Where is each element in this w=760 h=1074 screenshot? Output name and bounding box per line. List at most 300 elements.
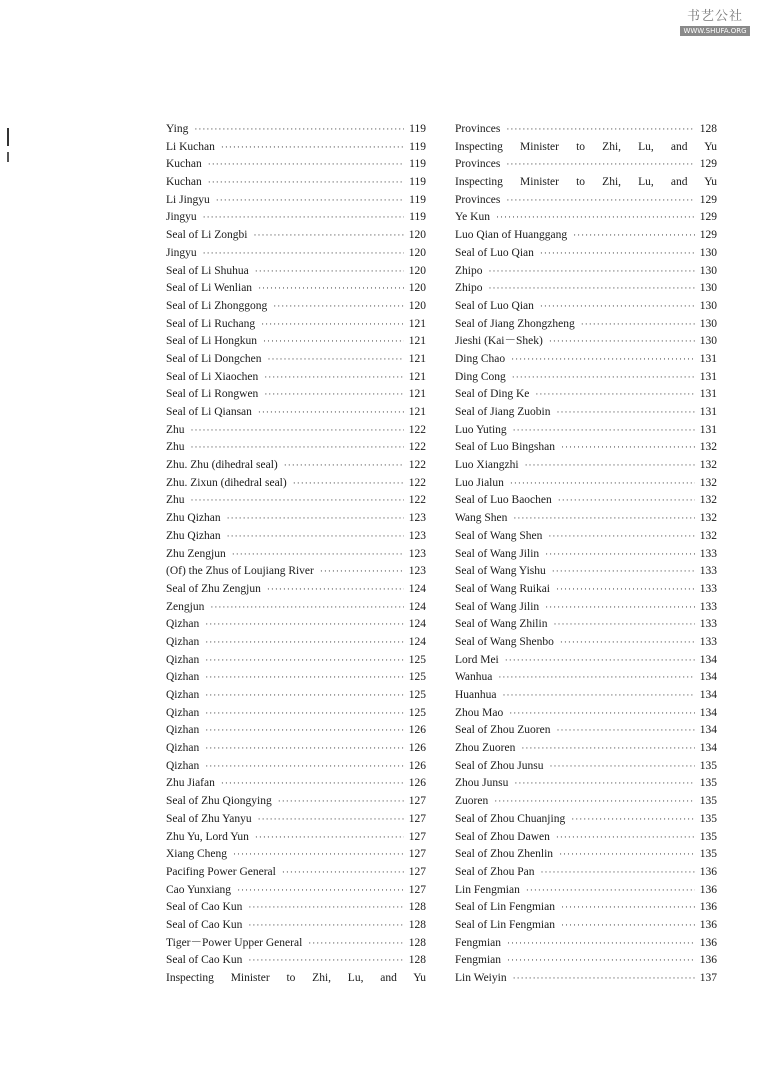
dot-leader: [507, 952, 695, 970]
entry-page-number: 123: [408, 547, 426, 560]
entry-name: Jingyu: [166, 246, 197, 259]
entry-page-number: 127: [408, 830, 426, 843]
index-entry: [455, 422, 717, 440]
dot-leader: [203, 209, 405, 227]
entry-page-number: 136: [699, 901, 717, 914]
index-entry: [455, 351, 717, 369]
entry-name: Inspecting Minister to Zhi, Lu, and Yu: [455, 176, 717, 189]
entry-name: Provinces: [455, 193, 501, 206]
dot-leader: [509, 705, 695, 723]
dot-leader: [510, 475, 695, 493]
entry-page-number: 122: [408, 494, 426, 507]
entry-page-number: 131: [699, 423, 717, 436]
index-entry: [166, 740, 426, 758]
dot-leader: [514, 775, 694, 793]
entry-page-number: 127: [408, 865, 426, 878]
index-entry: [166, 298, 426, 316]
entry-name: Seal of Luo Qian: [455, 246, 534, 259]
dot-leader: [494, 793, 695, 811]
entry-page-number: 136: [699, 936, 717, 949]
watermark-url: WWW.SHUFA.ORG: [680, 26, 750, 36]
entry-name: Seal of Cao Kun: [166, 954, 243, 967]
index-entry: [455, 935, 717, 953]
entry-page-number: 136: [699, 918, 717, 931]
entry-page-number: 127: [408, 848, 426, 861]
entry-name: Seal of Cao Kun: [166, 901, 243, 914]
entry-name: Li Jingyu: [166, 193, 210, 206]
watermark-logo: [680, 8, 750, 42]
dot-leader: [571, 811, 695, 829]
index-entry: [166, 599, 426, 617]
index-column-right: [455, 121, 717, 988]
index-entry: [166, 952, 426, 970]
entry-name: Seal of Zhou Chuanjing: [455, 812, 566, 825]
index-entry: [455, 139, 717, 157]
entry-page-number: 132: [699, 494, 717, 507]
index-entry: [455, 758, 717, 776]
entry-page-number: 130: [699, 335, 717, 348]
dot-leader: [545, 546, 695, 564]
entry-name: Seal of Jiang Zuobin: [455, 406, 551, 418]
entry-page-number: 120: [408, 282, 426, 295]
entry-name: Seal of Li Wenlian: [166, 282, 253, 295]
index-entry: [455, 528, 717, 546]
entry-name: Zhu Yu, Lord Yun: [166, 830, 249, 843]
entry-name: Inspecting Minister to Zhi, Lu, and Yu: [166, 972, 426, 984]
entry-name: Seal of Li Dongchen: [166, 352, 262, 365]
entry-page-number: 134: [699, 724, 717, 737]
entry-page-number: 121: [408, 352, 426, 365]
dot-leader: [232, 546, 404, 564]
entry-name: Seal of Zhou Pan: [455, 865, 535, 878]
entry-name: Kuchan: [166, 158, 202, 171]
dot-leader: [552, 563, 695, 581]
entry-name: Qizhan: [166, 724, 200, 737]
entry-page-number: 137: [699, 972, 717, 984]
index-entry: [166, 917, 426, 935]
dot-leader: [549, 333, 695, 351]
entry-name: Seal of Cao Kun: [166, 918, 243, 931]
dot-leader: [253, 227, 403, 245]
entry-name: Zhu. Zhu (dihedral seal): [166, 459, 278, 472]
entry-page-number: 130: [699, 246, 717, 259]
dot-leader: [507, 935, 695, 953]
entry-name: Fengmian: [455, 954, 501, 967]
index-entry: [166, 687, 426, 705]
index-entry: [455, 793, 717, 811]
index-entry: [166, 846, 426, 864]
dot-leader: [540, 245, 695, 263]
entry-name: Seal of Wang Yishu: [455, 565, 546, 578]
dot-leader: [581, 316, 695, 334]
entry-name: Seal of Li Zongbi: [166, 229, 248, 242]
dot-leader: [525, 457, 695, 475]
entry-name: Zengjun: [166, 600, 205, 613]
entry-page-number: 122: [408, 476, 426, 489]
index-entry: [455, 952, 717, 970]
dot-leader: [191, 492, 404, 510]
dot-leader: [264, 369, 403, 387]
index-entry: [455, 156, 717, 174]
entry-name: Seal of Wang Ruikai: [455, 582, 550, 595]
entry-page-number: 132: [699, 459, 717, 472]
index-entry: [455, 439, 717, 457]
dot-leader: [264, 386, 403, 404]
index-entry: [455, 829, 717, 847]
index-entry: [166, 528, 426, 546]
index-entry: [455, 634, 717, 652]
entry-page-number: 130: [699, 264, 717, 277]
index-entry: [455, 121, 717, 139]
dot-leader: [505, 652, 695, 670]
entry-page-number: 120: [408, 264, 426, 277]
entry-page-number: 121: [408, 335, 426, 348]
entry-name: Fengmian: [455, 936, 501, 949]
index-entry: [166, 174, 426, 192]
entry-page-number: 123: [408, 512, 426, 525]
dot-leader: [320, 563, 404, 581]
entry-page-number: 126: [408, 742, 426, 755]
index-entry: [166, 457, 426, 475]
entry-page-number: 125: [408, 689, 426, 701]
dot-leader: [216, 192, 404, 210]
index-entry: [455, 722, 717, 740]
index-entry: [166, 669, 426, 687]
index-entry: [455, 369, 717, 387]
entry-page-number: 132: [699, 529, 717, 542]
index-entry: [166, 263, 426, 281]
dot-leader: [258, 280, 404, 298]
dot-leader: [205, 687, 404, 705]
entry-name: Seal of Li Ruchang: [166, 317, 256, 330]
dot-leader: [194, 121, 404, 139]
entry-page-number: 128: [408, 954, 426, 967]
index-entry: [455, 457, 717, 475]
page-edge-mark: [7, 128, 9, 146]
index-entry: [455, 846, 717, 864]
dot-leader: [488, 263, 694, 281]
dot-leader: [561, 439, 695, 457]
entry-page-number: 119: [409, 158, 426, 171]
entry-page-number: 134: [699, 689, 717, 701]
dot-leader: [506, 192, 694, 210]
entry-page-number: 131: [699, 388, 717, 401]
dot-leader: [205, 758, 404, 776]
index-entry: [455, 599, 717, 617]
index-entry: [455, 652, 717, 670]
index-entry: [455, 174, 717, 192]
dot-leader: [513, 510, 694, 528]
entry-page-number: 124: [408, 582, 426, 595]
index-entry: [455, 510, 717, 528]
dot-leader: [233, 846, 404, 864]
entry-name: Tiger－Power Upper General: [166, 936, 303, 949]
entry-page-number: 136: [699, 865, 717, 878]
entry-page-number: 128: [408, 918, 426, 931]
index-entry: [455, 245, 717, 263]
entry-page-number: 129: [699, 193, 717, 206]
index-entry: [455, 386, 717, 404]
dot-leader: [221, 775, 404, 793]
index-entry: [455, 705, 717, 723]
dot-leader: [208, 156, 404, 174]
dot-leader: [208, 174, 404, 192]
dot-leader: [273, 298, 404, 316]
dot-leader: [237, 882, 404, 900]
entry-name: Seal of Li Hongkun: [166, 335, 258, 348]
dot-leader: [248, 917, 403, 935]
entry-page-number: 121: [408, 406, 426, 418]
entry-page-number: 133: [699, 547, 717, 560]
index-entry: [455, 740, 717, 758]
dot-leader: [545, 599, 695, 617]
entry-name: Ying: [166, 123, 189, 135]
index-entry: [455, 775, 717, 793]
entry-name: Provinces: [455, 123, 501, 135]
index-entry: [166, 705, 426, 723]
dot-leader: [284, 457, 404, 475]
entry-name: Zhu Jiafan: [166, 777, 215, 790]
entry-name: Zhou Zuoren: [455, 742, 516, 755]
entry-page-number: 124: [408, 635, 426, 648]
index-entry: [166, 156, 426, 174]
index-entry: [166, 139, 426, 157]
entry-page-number: 128: [699, 123, 717, 135]
entry-page-number: 126: [408, 724, 426, 737]
dot-leader: [203, 245, 404, 263]
dot-leader: [573, 227, 695, 245]
index-entry: [166, 563, 426, 581]
entry-page-number: 124: [408, 600, 426, 613]
dot-leader: [498, 669, 694, 687]
dot-leader: [293, 475, 404, 493]
index-entry: [455, 333, 717, 351]
entry-page-number: 121: [408, 370, 426, 383]
page-edge-mark: [7, 152, 9, 162]
index-entry: [455, 970, 717, 988]
entry-name: Qizhan: [166, 635, 200, 648]
entry-page-number: 135: [699, 777, 717, 790]
entry-page-number: 132: [699, 512, 717, 525]
entry-name: Zuoren: [455, 795, 489, 808]
index-entry: [455, 404, 717, 422]
entry-name: Lin Fengmian: [455, 883, 520, 896]
entry-name: Ye Kun: [455, 211, 490, 224]
index-entry: [455, 917, 717, 935]
dot-leader: [521, 740, 694, 758]
entry-name: Jingyu: [166, 211, 197, 224]
entry-page-number: 119: [409, 176, 426, 189]
dot-leader: [558, 492, 695, 510]
dot-leader: [503, 687, 695, 705]
dot-leader: [513, 422, 695, 440]
index-entry: [166, 422, 426, 440]
dot-leader: [560, 634, 695, 652]
dot-leader: [511, 351, 695, 369]
dot-leader: [282, 864, 404, 882]
dot-leader: [526, 882, 695, 900]
entry-page-number: 120: [408, 299, 426, 312]
index-entry: [166, 209, 426, 227]
entry-page-number: 125: [408, 671, 426, 684]
entry-name: Zhipo: [455, 264, 483, 277]
entry-page-number: 135: [699, 759, 717, 772]
index-entry: [455, 687, 717, 705]
entry-name: Seal of Luo Baochen: [455, 494, 552, 507]
entry-name: Xiang Cheng: [166, 848, 228, 861]
entry-page-number: 126: [408, 777, 426, 790]
entry-page-number: 128: [408, 901, 426, 914]
entry-name: Kuchan: [166, 176, 202, 189]
index-entry: [166, 245, 426, 263]
entry-page-number: 122: [408, 459, 426, 472]
index-entry: [166, 510, 426, 528]
entry-page-number: 128: [408, 936, 426, 949]
entry-page-number: 134: [699, 671, 717, 684]
entry-name: Zhu Qizhan: [166, 512, 221, 525]
index-entry: [166, 333, 426, 351]
dot-leader: [248, 899, 403, 917]
entry-page-number: 134: [699, 742, 717, 755]
entry-page-number: 119: [409, 193, 426, 206]
index-entry: [166, 634, 426, 652]
entry-name: Seal of Wang Shen: [455, 529, 543, 542]
entry-name: Seal of Zhou Dawen: [455, 830, 550, 843]
entry-name: Qizhan: [166, 653, 200, 666]
index-entry: [455, 899, 717, 917]
entry-name: Seal of Li Qiansan: [166, 406, 252, 418]
index-entry: [166, 970, 426, 988]
entry-name: Seal of Li Shuhua: [166, 264, 249, 277]
dot-leader: [205, 669, 404, 687]
dot-leader: [506, 156, 694, 174]
index-entry: [166, 316, 426, 334]
entry-name: Li Kuchan: [166, 140, 215, 153]
entry-name: Luo Jialun: [455, 476, 504, 489]
entry-name: Seal of Wang Zhilin: [455, 618, 548, 631]
entry-name: Seal of Zhou Zuoren: [455, 724, 551, 737]
entry-name: Zhu Qizhan: [166, 529, 221, 542]
entry-name: (Of) the Zhus of Loujiang River: [166, 565, 314, 578]
entry-page-number: 133: [699, 635, 717, 648]
index-entry: [455, 669, 717, 687]
entry-page-number: 119: [409, 123, 426, 135]
entry-name: Ding Cong: [455, 370, 506, 383]
index-entry: [455, 811, 717, 829]
entry-name: Luo Yuting: [455, 423, 507, 436]
index-entry: [455, 280, 717, 298]
entry-name: Pacifing Power General: [166, 865, 276, 878]
index-entry: [166, 811, 426, 829]
entry-page-number: 134: [699, 653, 717, 666]
dot-leader: [268, 351, 404, 369]
entry-name: Provinces: [455, 158, 501, 171]
entry-page-number: 131: [699, 352, 717, 365]
index-entry: [166, 864, 426, 882]
dot-leader: [488, 280, 694, 298]
entry-page-number: 129: [699, 211, 717, 224]
entry-name: Zhipo: [455, 282, 483, 295]
entry-page-number: 133: [699, 582, 717, 595]
entry-page-number: 135: [699, 830, 717, 843]
entry-name: Luo Xiangzhi: [455, 459, 519, 472]
entry-page-number: 127: [408, 883, 426, 896]
entry-name: Seal of Jiang Zhongzheng: [455, 317, 575, 330]
entry-name: Zhou Junsu: [455, 777, 509, 790]
index-entry: [455, 263, 717, 281]
entry-page-number: 131: [699, 406, 717, 418]
index-entry: [166, 722, 426, 740]
dot-leader: [210, 599, 403, 617]
entry-page-number: 123: [408, 529, 426, 542]
dot-leader: [541, 864, 695, 882]
entry-name: Wang Shen: [455, 512, 508, 525]
index-entry: [166, 192, 426, 210]
dot-leader: [255, 829, 404, 847]
dot-leader: [513, 970, 695, 988]
entry-name: Zhu Zengjun: [166, 547, 226, 560]
dot-leader: [557, 404, 695, 422]
dot-leader: [506, 121, 694, 139]
entry-page-number: 124: [408, 618, 426, 631]
index-entry: [455, 492, 717, 510]
index-entry: [166, 935, 426, 953]
dot-leader: [205, 616, 404, 634]
entry-name: Zhou Mao: [455, 706, 504, 719]
entry-name: Luo Qian of Huanggang: [455, 229, 568, 242]
entry-page-number: 119: [409, 211, 426, 224]
dot-leader: [258, 404, 404, 422]
index-entry: [166, 351, 426, 369]
entry-name: Seal of Ding Ke: [455, 388, 530, 401]
entry-name: Qizhan: [166, 689, 200, 701]
entry-page-number: 133: [699, 565, 717, 578]
entry-page-number: 130: [699, 317, 717, 330]
index-entry: [166, 793, 426, 811]
entry-name: Seal of Wang Jilin: [455, 547, 540, 560]
index-entry: [166, 546, 426, 564]
entry-page-number: 132: [699, 441, 717, 454]
entry-name: Seal of Li Zhonggong: [166, 299, 268, 312]
entry-page-number: 125: [408, 706, 426, 719]
index-entry: [455, 298, 717, 316]
entry-name: Zhu: [166, 423, 185, 436]
index-entry: [166, 775, 426, 793]
index-entry: [166, 758, 426, 776]
index-entry: [455, 316, 717, 334]
dot-leader: [261, 316, 404, 334]
entry-page-number: 136: [699, 954, 717, 967]
entry-name: Ding Chao: [455, 352, 506, 365]
index-entry: [455, 227, 717, 245]
dot-leader: [512, 369, 695, 387]
index-entry: [166, 121, 426, 139]
dot-leader: [559, 846, 695, 864]
dot-leader: [258, 811, 404, 829]
index-entry: [166, 439, 426, 457]
dot-leader: [205, 740, 404, 758]
entry-name: Jieshi (Kai－Shek): [455, 335, 543, 348]
entry-name: Qizhan: [166, 706, 200, 719]
entry-name: Cao Yunxiang: [166, 883, 232, 896]
dot-leader: [255, 263, 404, 281]
entry-page-number: 122: [408, 441, 426, 454]
entry-page-number: 127: [408, 812, 426, 825]
index-entry: [166, 227, 426, 245]
entry-page-number: 129: [699, 158, 717, 171]
index-entry: [166, 475, 426, 493]
dot-leader: [540, 298, 695, 316]
